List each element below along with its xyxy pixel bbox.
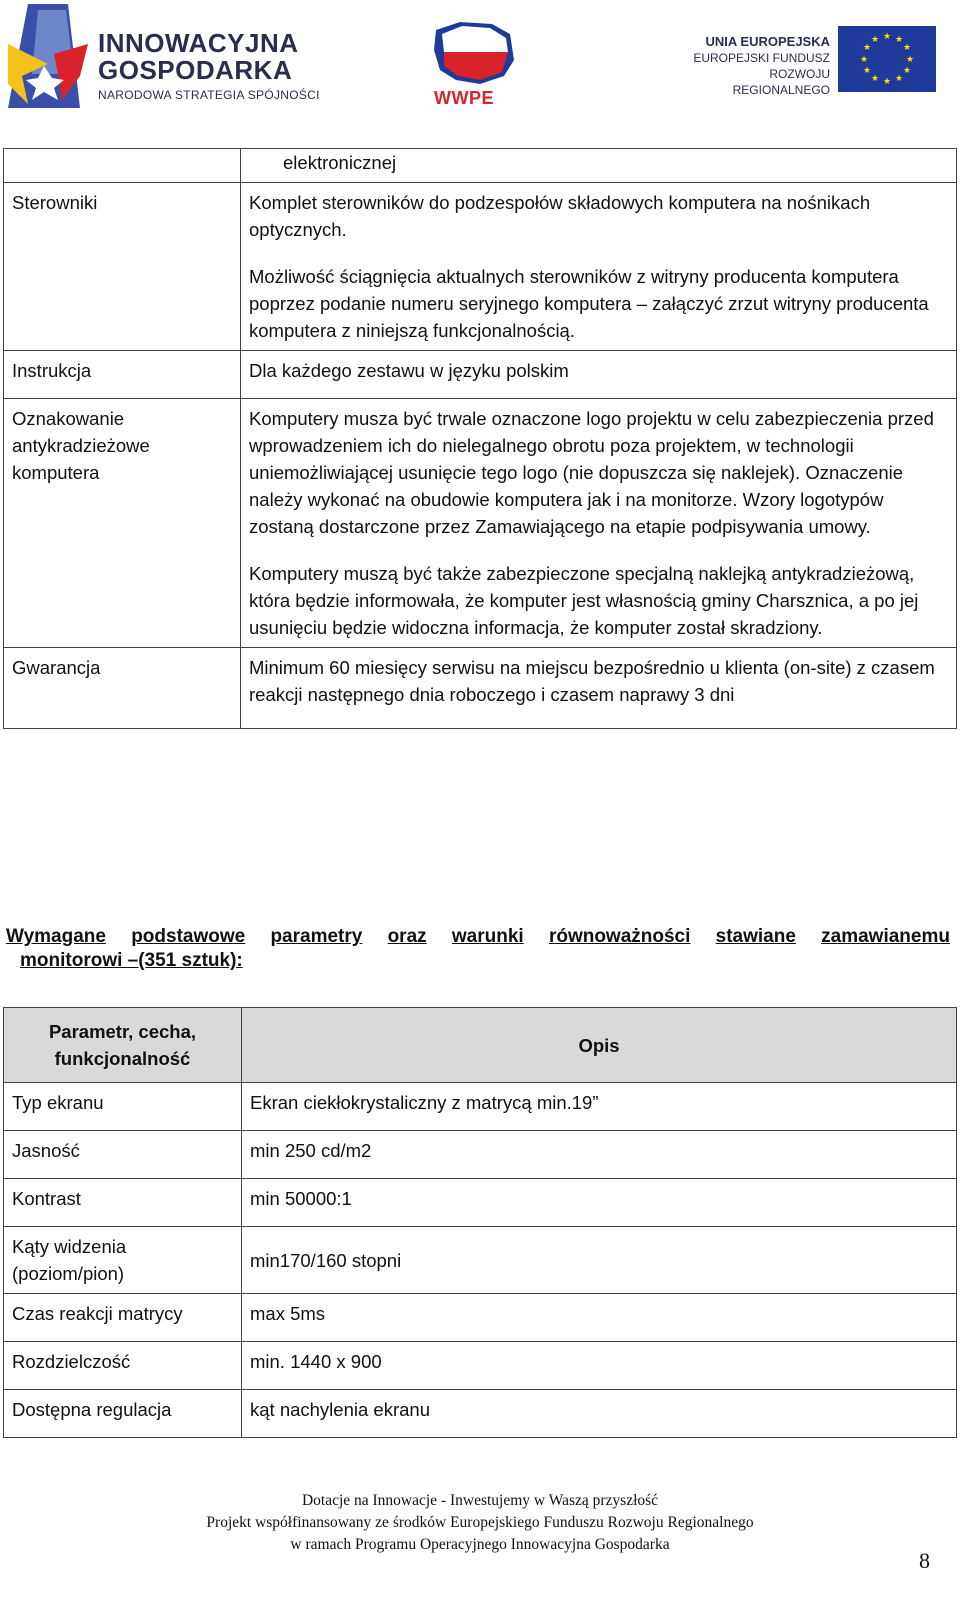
param-label: Gwarancja — [4, 648, 241, 729]
param-description — [241, 648, 957, 729]
title-word: równoważności — [548, 926, 691, 947]
poland-map-icon — [430, 16, 520, 88]
param-value: max 5ms — [242, 1294, 957, 1342]
svg-text:★: ★ — [894, 35, 904, 45]
table-row — [4, 1227, 957, 1294]
eu-flag-icon — [838, 26, 936, 92]
param-label: Kontrast — [4, 1179, 242, 1227]
param-label: Jasność — [4, 1131, 242, 1179]
table-row — [4, 1179, 957, 1227]
title-word: podstawowe — [131, 926, 246, 947]
svg-text:★: ★ — [859, 55, 869, 65]
param-description — [241, 183, 957, 351]
computer-requirements-table — [3, 148, 957, 729]
eu-logo-line2: EUROPEJSKI FUNDUSZ — [693, 51, 830, 65]
param-value: min 50000:1 — [242, 1179, 957, 1227]
svg-text:★: ★ — [882, 77, 892, 87]
title-word: parametry — [270, 926, 363, 947]
description-paragraph: Komputery muszą być także zabezpieczone specjalną naklejką antykradzieżową, która będzie informowała, że komputer jest własnością gminy Charsznica, a po jej usunięciu będzie widoczna informacja, że komputer został skradziony. — [249, 563, 919, 638]
param-label: Kąty widzenia (poziom/pion) — [4, 1227, 242, 1294]
eu-logo-line1: UNIA EUROPEJSKA — [705, 34, 830, 49]
table-row — [4, 1342, 957, 1390]
title-word: stawiane — [715, 926, 796, 947]
param-value: min. 1440 x 900 — [242, 1342, 957, 1390]
table-row — [4, 1294, 957, 1342]
table-row — [4, 648, 957, 729]
ig-logo-line2: GOSPODARKA — [98, 55, 293, 85]
table-row — [4, 1390, 957, 1438]
footer-line2: Projekt współfinansowany ze środków Europejskiego Funduszu Rozwoju Regionalnego — [206, 1514, 754, 1531]
svg-text:★: ★ — [894, 74, 904, 84]
param-label: Dostępna regulacja — [4, 1390, 242, 1438]
svg-text:★: ★ — [905, 55, 915, 65]
footer-line1: Dotacje na Innowacje - Inwestujemy w Waszą przyszłość — [301, 1492, 659, 1509]
param-label: Oznakowanie antykradzieżowe komputera — [4, 399, 241, 648]
ig-logo-graphic-icon — [8, 4, 94, 108]
table-row — [4, 149, 957, 183]
ig-logo-line1: INNOWACYJNA — [98, 28, 299, 58]
ig-logo-subtitle: NARODOWA STRATEGIA SPÓJNOŚCI — [98, 88, 320, 102]
svg-text:★: ★ — [862, 66, 872, 76]
svg-text:★: ★ — [882, 32, 892, 42]
header-opis: Opis — [242, 1008, 957, 1083]
eu-logo-line3: ROZWOJU REGIONALNEGO — [732, 67, 830, 97]
svg-text:★: ★ — [862, 43, 872, 53]
table-row — [4, 399, 957, 648]
param-description — [241, 351, 957, 399]
param-description — [241, 149, 957, 183]
param-label: Instrukcja — [4, 351, 241, 399]
description-paragraph: Komputery musza być trwale oznaczone logo projektu w celu zabezpieczenia przed wprowadzeniem ich do nielegalnego obrotu poza projektem, w technologii uniemożliwiającej usunięcie tego logo (nie dopuszcza się naklejek). Oznaczenie należy wykonać na obudowie komputera jak i na monitorze. Wzory logotypów zostaną dostarczone przez Zamawiającego na etapie podpisywania umowy. — [249, 408, 934, 537]
param-label: Typ ekranu — [4, 1083, 242, 1131]
title-word: oraz — [387, 926, 427, 947]
param-value: kąt nachylenia ekranu — [242, 1390, 957, 1438]
section-title — [6, 925, 950, 973]
description-paragraph: elektronicznej — [283, 152, 397, 173]
innowacyjna-gospodarka-logo — [8, 4, 338, 108]
description-paragraph: Możliwość ściągnięcia aktualnych sterowników z witryny producenta komputera poprzez podanie numeru seryjnego komputera – załączyć zrzut witryny producenta komputera z niniejszą funkcjonalnością. — [249, 266, 929, 341]
title-word: Wymagane — [6, 926, 106, 947]
wwpe-logo-text: WWPE — [434, 88, 494, 108]
svg-text:★: ★ — [870, 74, 880, 84]
footer-line3: w ramach Programu Operacyjnego Innowacyjna Gospodarka — [290, 1536, 670, 1553]
svg-text:★: ★ — [902, 43, 912, 53]
ig-logo-title — [98, 30, 299, 84]
svg-text:★: ★ — [902, 66, 912, 76]
param-value: min170/160 stopni — [242, 1227, 957, 1294]
eu-logo — [680, 26, 950, 96]
section-title-line1 — [6, 925, 950, 949]
title-word: warunki — [451, 926, 524, 947]
wwpe-logo — [430, 16, 530, 110]
eu-logo-text — [680, 34, 830, 98]
param-value: Ekran ciekłokrystaliczny z matrycą min.19” — [242, 1083, 957, 1131]
description-paragraph: Komplet sterowników do podzespołów składowych komputera na nośnikach optycznych. — [249, 192, 871, 240]
param-description — [241, 399, 957, 648]
title-word: zamawianemu — [821, 926, 950, 947]
table-row — [4, 183, 957, 351]
page-number: 8 — [919, 1548, 930, 1573]
section-title-line2: monitorowi –(351 sztuk): — [20, 950, 243, 971]
description-paragraph: Dla każdego zestawu w języku polskim — [249, 360, 569, 381]
table-row — [4, 1083, 957, 1131]
param-label: Rozdzielczość — [4, 1342, 242, 1390]
header-param: Parametr, cecha, funkcjonalność — [4, 1008, 242, 1083]
param-value: min 250 cd/m2 — [242, 1131, 957, 1179]
svg-text:★: ★ — [870, 35, 880, 45]
table-row — [4, 351, 957, 399]
monitor-requirements-table — [3, 1007, 957, 1438]
table-header-row — [4, 1008, 957, 1083]
page-footer — [0, 1490, 960, 1556]
param-label: Czas reakcji matrycy — [4, 1294, 242, 1342]
description-paragraph: Minimum 60 miesięcy serwisu na miejscu bezpośrednio u klienta (on-site) z czasem reakcji następnego dnia roboczego i czasem naprawy 3 dni — [249, 657, 935, 705]
page-header — [0, 0, 960, 120]
table-row — [4, 1131, 957, 1179]
param-label — [4, 149, 241, 183]
param-label: Sterowniki — [4, 183, 241, 351]
